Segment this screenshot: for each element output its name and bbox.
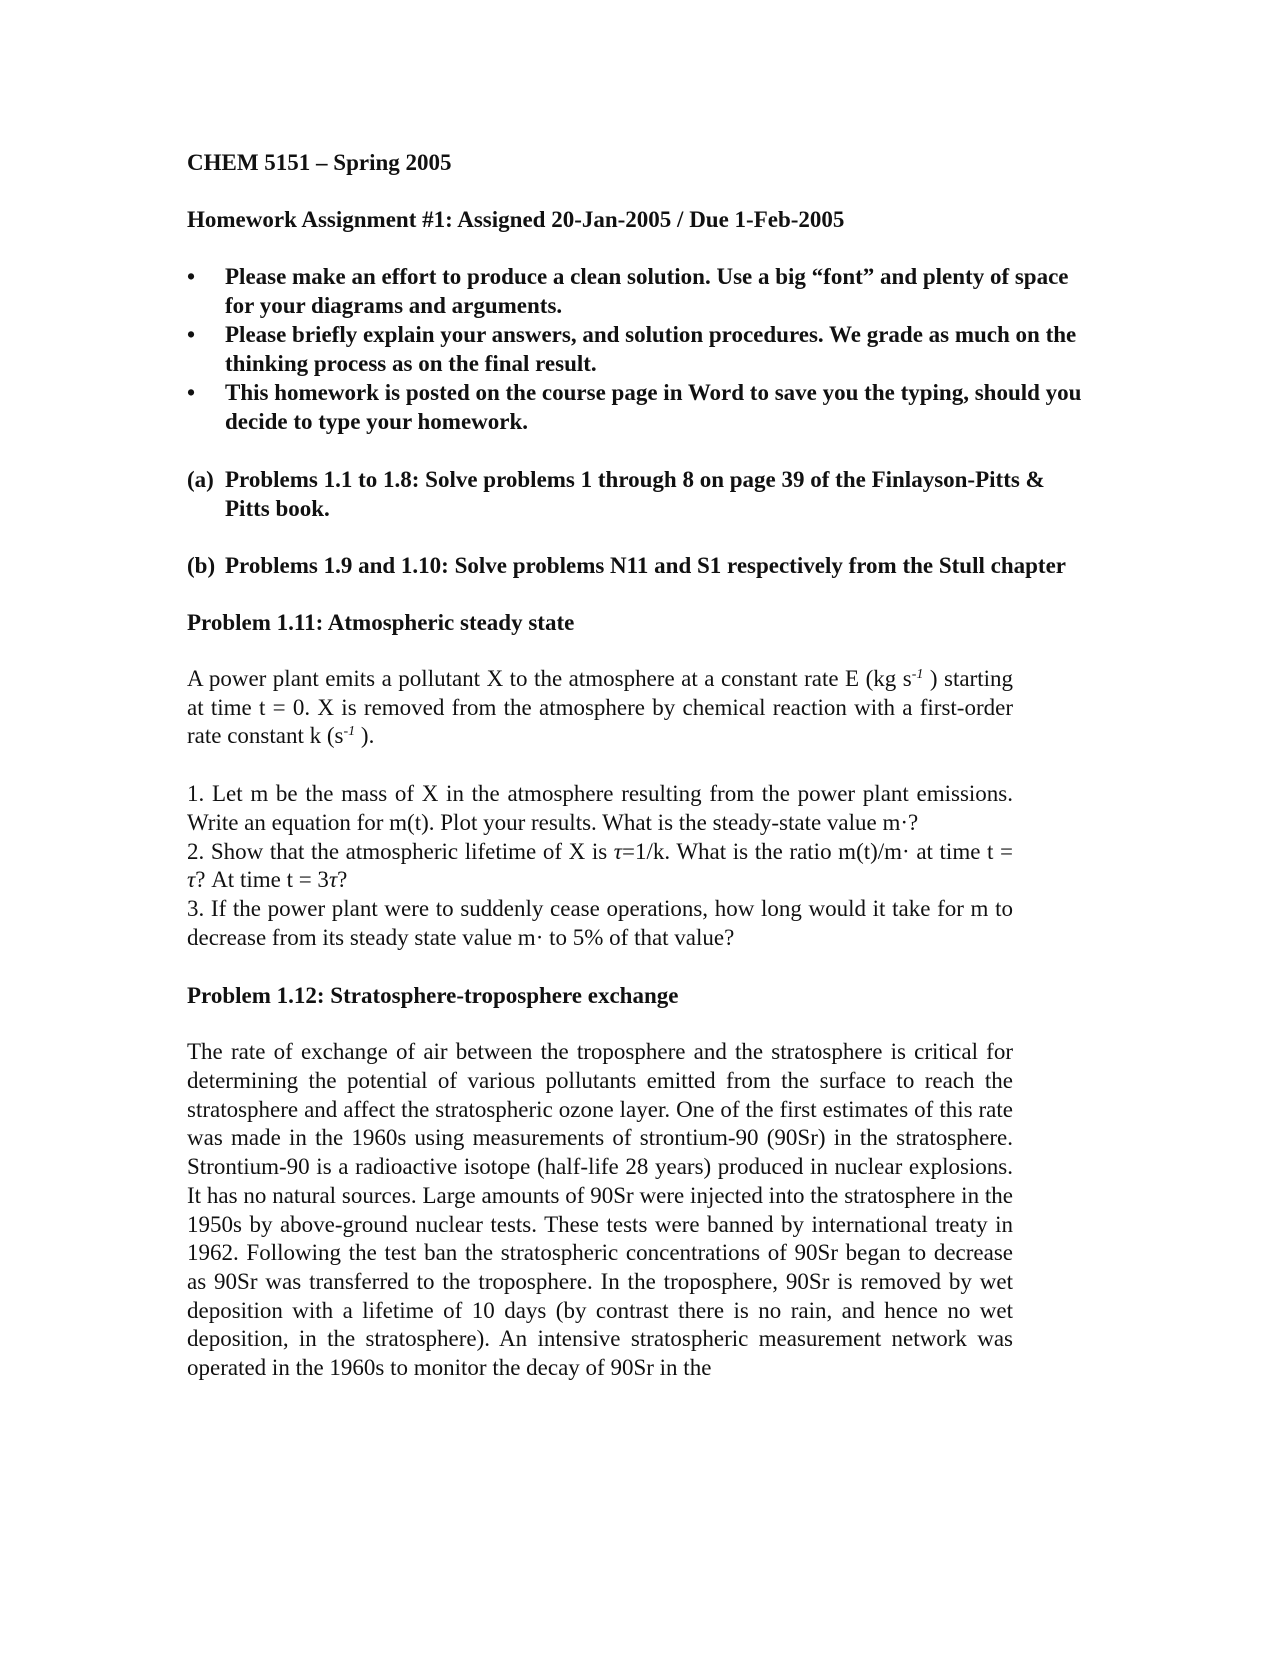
- problem-group-b: [187, 551, 1087, 580]
- question-2: [187, 838, 1013, 895]
- question-text: 2. Show that the atmospheric lifetime of X is: [187, 838, 614, 864]
- intro-text: ).: [355, 723, 375, 749]
- question-1: 1. Let m be the mass of X in the atmosphere resulting from the power plant emissions. Write an equation for m(t). Plot your results. What is the steady-state value m·?: [187, 781, 1013, 835]
- instruction-item: [187, 262, 1087, 320]
- problem-1-11-intro: [187, 665, 1013, 751]
- problem-1-11-questions: [187, 780, 1013, 952]
- bullet-icon: •: [187, 322, 196, 347]
- problem-1-12-title: Problem 1.12: Stratosphere-troposphere exchange: [187, 983, 679, 1009]
- instruction-item: [187, 378, 1087, 436]
- instruction-text: Please briefly explain your answers, and solution procedures. We grade as much on the thinking process as on the final result.: [225, 322, 1077, 376]
- problem-group-a: [187, 465, 1087, 523]
- intro-text: A power plant emits a pollutant X to the atmosphere at a constant rate E (kg s: [187, 666, 912, 691]
- problem-group-text: Problems 1.9 and 1.10: Solve problems N11 and S1 respectively from the Stull chapter: [225, 553, 1066, 578]
- exponent: -1: [911, 667, 924, 682]
- bullet-icon: •: [187, 264, 196, 289]
- exponent: -1: [343, 724, 356, 740]
- bullet-icon: •: [187, 380, 196, 405]
- instructions-list: [187, 262, 1087, 436]
- intro-text: ) starting at time t = 0. X is removed from the atmosphere by chemical reaction with a first-order rate constant k (s: [187, 666, 1013, 749]
- problem-group-text: Problems 1.1 to 1.8: Solve problems 1 through 8 on page 39 of the Finlayson-Pitts & Pitts book.: [225, 467, 1045, 521]
- question-text: ?: [337, 867, 348, 893]
- problem-1-12-body: The rate of exchange of air between the troposphere and the stratosphere is critical for determining the potential of various pollutants emitted from the surface to reach the stratosphere and affect the stratospheric ozone layer. One of the first estimates of this rate was made in the 1960s using measurements of strontium-90 (90Sr) in the stratosphere. Strontium-90 is a radioactive isotope (half-life 28 years) produced in nuclear explosions. It has no natural sources. Large amounts of 90Sr were injected into the stratosphere in the 1950s by above-ground nuclear tests. These tests were banned by international treaty in 1962. Following the test ban the stratospheric concentrations of 90Sr began to decrease as 90Sr was transferred to the troposphere. In the troposphere, 90Sr is removed by wet deposition with a lifetime of 10 days (by contrast there is no rain, and hence no wet deposition, in the stratosphere). An intensive stratospheric measurement network was operated in the 1960s to monitor the decay of 90Sr in the: [187, 1039, 1013, 1381]
- instruction-text: This homework is posted on the course page in Word to save you the typing, should you decide to type your homework.: [225, 380, 1082, 434]
- problem-group-marker: (a): [187, 467, 214, 492]
- question-text: ? At time t = 3: [195, 867, 329, 893]
- problem-1-11-title: Problem 1.11: Atmospheric steady state: [187, 610, 575, 635]
- problem-group-marker: (b): [187, 553, 216, 578]
- course-title: CHEM 5151 – Spring 2005: [187, 150, 452, 175]
- instruction-item: [187, 320, 1087, 378]
- tau-symbol: τ: [328, 867, 338, 893]
- tau-symbol: τ: [613, 838, 623, 864]
- question-3: 3. If the power plant were to suddenly cease operations, how long would it take for m to decrease from its steady state value m· to 5% of that value?: [187, 895, 1013, 950]
- assignment-heading: Homework Assignment #1: Assigned 20-Jan-2005 / Due 1-Feb-2005: [187, 207, 845, 232]
- tau-symbol: τ: [187, 867, 196, 893]
- document-page: [187, 148, 1082, 1383]
- instruction-text: Please make an effort to produce a clean solution. Use a big “font” and plenty of space for your diagrams and arguments.: [225, 264, 1069, 318]
- question-text: =1/k. What is the ratio m(t)/m· at time t =: [622, 838, 1014, 864]
